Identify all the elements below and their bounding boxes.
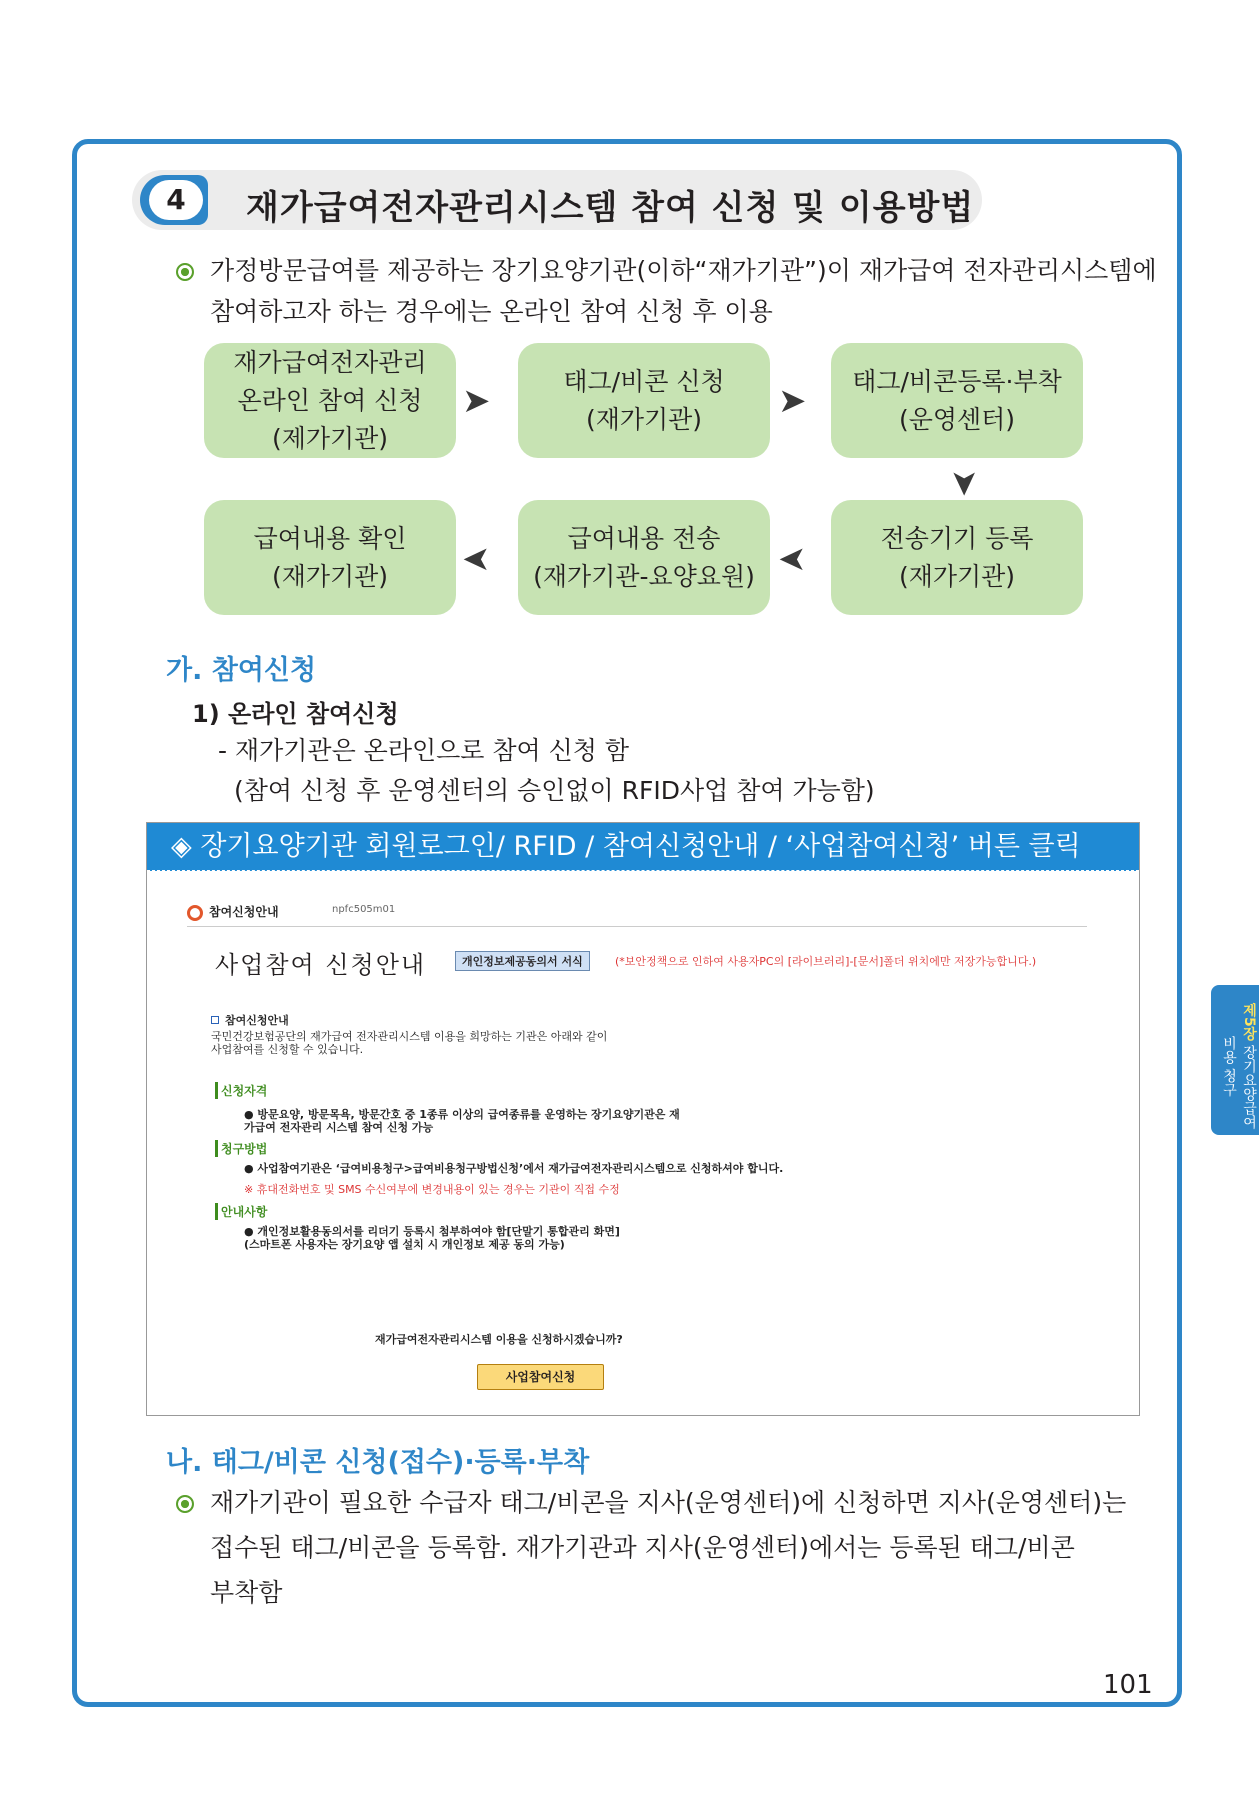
arrow-right-icon: ➤	[462, 381, 491, 421]
section-title: 재가급여전자관리시스템 참여 신청 및 이용방법	[246, 188, 975, 228]
flow-step-4-line1: 전송기기 등록	[880, 523, 1034, 553]
circle-icon	[187, 905, 203, 921]
guide-line-1: ● 개인정보활용동의서를 리더기 등록시 첨부하여야 함[단말기 통합관리 화면]	[244, 1225, 620, 1238]
method-line-2: ※ 휴대전화번호 및 SMS 수신여부에 변경내용이 있는 경우는 기관이 직접 수정	[244, 1183, 620, 1196]
flow-step-1-line1: 재가급여전자관리	[233, 347, 427, 377]
qualification-heading: 신청자격	[215, 1082, 267, 1099]
arrow-down-icon: ➤	[944, 468, 985, 498]
sub-na-line-2: 접수된 태그/비콘을 등록함. 재가기관과 지사(운영센터)에서는 등록된 태그/비콘	[210, 1533, 1075, 1562]
flow-step-5-line1: 급여내용 전송	[567, 523, 721, 553]
guide-heading: 안내사항	[215, 1203, 267, 1220]
flow-step-1-line3: (제가기관)	[271, 423, 389, 453]
item-1-heading: 1) 온라인 참여신청	[192, 700, 399, 728]
chapter-side-tab	[1211, 985, 1259, 1135]
section-number: 4	[149, 180, 203, 220]
embedded-screenshot	[146, 822, 1140, 1416]
chapter-number: 제5장	[1241, 1002, 1257, 1041]
arrow-left-icon: ➤	[778, 539, 807, 579]
breadcrumb: 참여신청안내	[209, 905, 279, 919]
bullet-icon	[176, 263, 194, 281]
sub-na-line-1: 재가기관이 필요한 수급자 태그/비콘을 지사(운영센터)에 신청하면 지사(운영센터)는	[210, 1488, 1127, 1517]
flow-step-2-line2: (재가기관)	[585, 404, 703, 434]
bullet-icon	[176, 1495, 194, 1513]
apply-button[interactable]: 사업참여신청	[477, 1364, 604, 1390]
flow-step-6-line2: (재가기관)	[271, 561, 389, 591]
flow-step-5	[518, 500, 770, 615]
flow-step-3	[831, 343, 1083, 458]
flow-step-3-line1: 태그/비콘등록·부착	[852, 366, 1062, 396]
flow-step-6-line1: 급여내용 확인	[253, 523, 407, 553]
flow-step-5-line2: (재가기관-요양요원)	[533, 561, 755, 591]
apply-question: 재가급여전자관리시스템 이용을 신청하시겠습니까?	[375, 1333, 623, 1346]
flow-step-2	[518, 343, 770, 458]
security-notice: (*보안정책으로 인하여 사용자PC의 [라이브러리]-[문서]폴더 위치에만 저장가능합니다.)	[615, 955, 1037, 968]
flow-step-6	[204, 500, 456, 615]
qualification-line-2: 가급여 전자관리 시스템 참여 신청 가능	[244, 1121, 434, 1134]
screenshot-caption-bar: ◈ 장기요양기관 회원로그인/ RFID / 참여신청안내 / ‘사업참여신청’ 버튼 클릭	[147, 823, 1139, 871]
intro-line-1: 가정방문급여를 제공하는 장기요양기관(이하“재가기관”)이 재가급여 전자관리시스템에	[210, 256, 1157, 285]
sub-ga-line-1: - 재가기관은 온라인으로 참여 신청 함	[218, 736, 630, 765]
guide-line-2: (스마트폰 사용자는 장기요양 앱 설치 시 개인정보 제공 동의 가능)	[244, 1238, 565, 1251]
flow-step-2-line1: 태그/비콘 신청	[563, 366, 725, 396]
flow-step-1	[204, 343, 456, 458]
info-heading: 참여신청안내	[225, 1014, 289, 1027]
screenshot-title: 사업참여 신청안내	[215, 951, 427, 979]
chapter-title: 장기요양급여비용 청구	[1221, 1035, 1257, 1130]
page-number: 101	[1103, 1670, 1153, 1700]
sub-na-line-3: 부착함	[210, 1578, 283, 1607]
square-bullet-icon	[211, 1016, 219, 1024]
divider	[187, 926, 1087, 927]
flow-step-4	[831, 500, 1083, 615]
method-heading: 청구방법	[215, 1140, 267, 1157]
arrow-right-icon: ➤	[778, 381, 807, 421]
sub-ga-line-2: (참여 신청 후 운영센터의 승인없이 RFID사업 참여 가능함)	[234, 776, 875, 805]
subsection-ga-heading: 가. 참여신청	[166, 655, 317, 686]
method-line-1: ● 사업참여기관은 ‘급여비용청구>급여비용청구방법신청’에서 재가급여전자관리시스템으로 신청하셔야 합니다.	[244, 1162, 784, 1175]
flow-step-1-line2: 온라인 참여 신청	[237, 385, 423, 415]
intro-line-2: 참여하고자 하는 경우에는 온라인 참여 신청 후 이용	[210, 297, 773, 326]
arrow-left-icon: ➤	[462, 539, 491, 579]
page-code: npfc505m01	[332, 904, 396, 915]
flow-step-3-line2: (운영센터)	[898, 404, 1016, 434]
subsection-na-heading: 나. 태그/비콘 신청(접수)·등록·부착	[166, 1447, 590, 1478]
consent-form-button[interactable]: 개인정보제공동의서 서식	[455, 951, 590, 971]
info-line-2: 사업참여를 신청할 수 있습니다.	[211, 1043, 364, 1056]
info-line-1: 국민건강보험공단의 재가급여 전자관리시스템 이용을 희망하는 기관은 아래와 같이	[211, 1030, 608, 1043]
qualification-line-1: ● 방문요양, 방문목욕, 방문간호 중 1종류 이상의 급여종류를 운영하는 장기요양기관은 재	[244, 1108, 680, 1121]
flow-step-4-line2: (재가기관)	[898, 561, 1016, 591]
